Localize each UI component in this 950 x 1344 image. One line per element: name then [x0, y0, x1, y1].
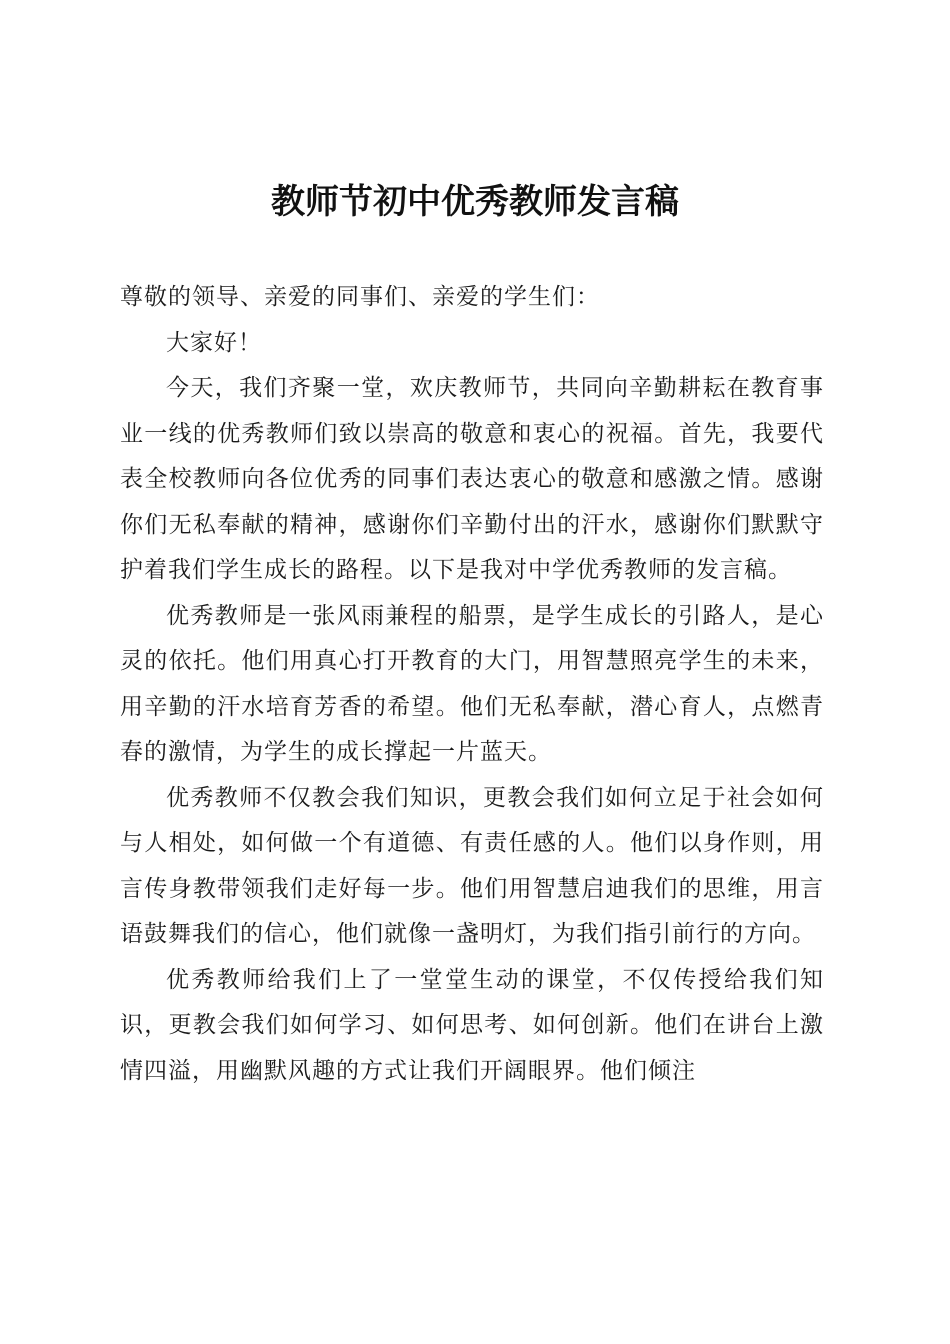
- salutation: 尊敬的领导、亲爱的同事们、亲爱的学生们：: [120, 284, 600, 310]
- greeting: 大家好！: [166, 329, 262, 356]
- paragraph-2: 优秀教师是一张风雨兼程的船票，是学生成长的引路人，是心灵的依托。他们用真心打开教育的大门，用智慧照亮学生的未来，用辛勤的汗水培育芳香的希望。他们无私奉献，潜心育人，点燃青春的激情，为学生的成长撑起一片蓝天。: [120, 602, 824, 765]
- paragraph-3: 优秀教师不仅教会我们知识，更教会我们如何立足于社会如何与人相处，如何做一个有道德、有责任感的人。他们以身作则，用言传身教带领我们走好每一步。他们用智慧启迪我们的思维，用言语鼓舞我们的信心，他们就像一盏明灯，为我们指引前行的方向。: [120, 784, 824, 947]
- document-title: 教师节初中优秀教师发言稿: [271, 182, 679, 222]
- paragraph-1: 今天，我们齐聚一堂，欢庆教师节，共同向辛勤耕耘在教育事业一线的优秀教师们致以崇高的敬意和衷心的祝福。首先，我要代表全校教师向各位优秀的同事们表达衷心的敬意和感激之情。感谢你们无私奉献的精神，感谢你们辛勤付出的汗水，感谢你们默默守护着我们学生成长的路程。以下是我对中学优秀教师的发言稿。: [120, 375, 824, 583]
- document-body: [120, 275, 824, 1094]
- paragraph-4: 优秀教师给我们上了一堂堂生动的课堂，不仅传授给我们知识，更教会我们如何学习、如何思考、如何创新。他们在讲台上激情四溢，用幽默风趣的方式让我们开阔眼界。他们倾注: [120, 966, 824, 1084]
